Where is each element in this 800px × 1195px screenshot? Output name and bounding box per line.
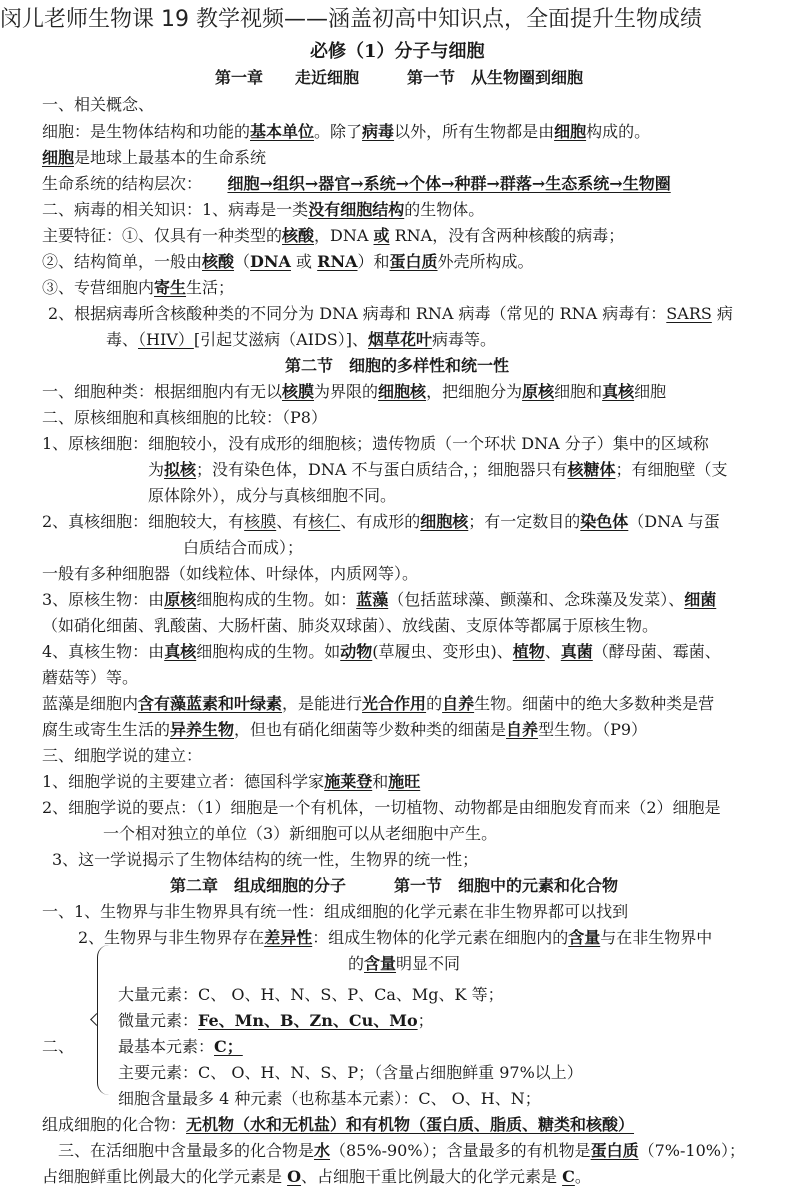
cell-theory-heading: 三、细胞学说的建立： [42, 746, 203, 765]
page-title: 闵儿老师生物课 19 教学视频——涵盖初高中知识点，全面提升生物成绩 [0, 7, 702, 32]
eukaryotes-line1: 4、真核生物：由真核细胞构成的生物。如动物(草履虫、变形虫)、植物、真菌（酵母菌、霉菌、 [42, 642, 721, 661]
living-cell-compounds: 三、在活细胞中含量最多的化合物是水（85%-90%）；含量最多的有机物是蛋白质（7%-10%）； [58, 1141, 745, 1160]
prokaryotic-cell-line2: 为拟核；没有染色体，DNA 不与蛋白质结合，；细胞器只有核糖体；有细胞壁（支 [148, 460, 728, 479]
concepts-heading: 一、相关概念、 [42, 95, 155, 114]
prokaryotes-line2: （如硝化细菌、乳酸菌、大肠杆菌、肺炎双球菌）、放线菌、支原体等都属于原核生物。 [42, 616, 659, 635]
micro-elements: 微量元素：Fe、Mn、B、Zn、Cu、Mo； [118, 1011, 434, 1030]
virus-feature-1: 主要特征：①、仅具有一种类型的核酸，DNA 或 RNA，没有含两种核酸的病毒； [42, 226, 625, 245]
cell-definition: 细胞：是生物体结构和功能的基本单位。除了病毒以外，所有生物都是由细胞构成的。 [42, 122, 651, 141]
eukaryotic-cell-line1: 2、真核细胞：细胞较大，有核膜、有核仁、有成形的细胞核；有一定数目的染色体（DNA 与蛋 [42, 512, 720, 531]
macro-elements: 大量元素：C、 O、H、N、S、P、Ca、Mg、K 等； [118, 985, 504, 1004]
elements-group-label: 二、 [42, 1037, 75, 1056]
basic-life-system: 细胞是地球上最基本的生命系统 [42, 148, 267, 167]
virus-types: 2、根据病毒所含核酸种类的不同分为 DNA 病毒和 RNA 病毒（常见的 RNA 病毒有：SARS 病 [48, 304, 733, 323]
main-elements: 主要元素：C、 O、H、N、S、P；（含量占细胞鲜重 97%以上） [118, 1063, 583, 1082]
cell-theory-unity: 3、这一学说揭示了生物体结构的统一性，生物界的统一性； [52, 850, 479, 869]
prokaryotic-cell-line3: 原体除外），成分与真核细胞不同。 [148, 486, 397, 505]
element-weight-proportions: 占细胞鲜重比例最大的化学元素是 O、占细胞干重比例最大的化学元素是 C。 [42, 1167, 591, 1186]
chapter1-heading: 第一章 走近细胞 第一节 从生物圈到细胞 [215, 68, 584, 87]
difference-line2: 的含量明显不同 [348, 954, 461, 973]
eukaryotes-line2: 蘑菇等）等。 [42, 668, 139, 687]
life-system-levels: 生命系统的结构层次： 细胞→组织→器官→系统→个体→种群→群落→生态系统→生物圈 [42, 174, 671, 193]
chapter2-heading: 第二章 组成细胞的分子 第一节 细胞中的元素和化合物 [170, 876, 619, 895]
cell-compounds: 组成细胞的化合物：无机物（水和无机盐）和有机物（蛋白质、脂质、糖类和核酸） [42, 1115, 635, 1134]
eukaryotic-cell-line2: 白质结合而成）； [183, 538, 304, 557]
section2-heading: 第二节 细胞的多样性和统一性 [285, 356, 510, 375]
cell-theory-points-line1: 2、细胞学说的要点：（1）细胞是一个有机体，一切植物、动物都是由细胞发育而来（2）细胞是 [42, 798, 721, 817]
virus-types-cont: 毒、（HIV）[引起艾滋病（AIDS）]、烟草花叶病毒等。 [106, 330, 497, 349]
cell-theory-founders: 1、细胞学说的主要建立者：德国科学家施莱登和施旺 [42, 772, 421, 791]
cell-theory-points-line2: 一个相对独立的单位（3）新细胞可以从老细胞中产生。 [103, 824, 498, 843]
organelles-line: 一般有多种细胞器（如线粒体、叶绿体，内质网等）。 [42, 564, 419, 583]
cell-comparison: 二、原核细胞和真核细胞的比较：（P8） [42, 408, 327, 427]
book-title: 必修（1）分子与细胞 [310, 41, 485, 62]
cell-types: 一、细胞种类：根据细胞内有无以核膜为界限的细胞核，把细胞分为原核细胞和真核细胞 [42, 382, 667, 401]
prokaryotes-line1: 3、原核生物：由原核细胞构成的生物。如：蓝藻（包括蓝球藻、颤藻和、念珠藻及发菜）、细菌 [42, 590, 717, 609]
unity-line: 一、1、生物界与非生物界具有统一性：组成细胞的化学元素在非生物界都可以找到 [42, 902, 629, 921]
cyanobacteria-line2: 腐生或寄生生活的异养生物，但也有硝化细菌等少数种类的细菌是自养型生物。（P9） [42, 720, 648, 739]
virus-feature-2: ②、结构简单，一般由核酸（DNA 或 RNA）和蛋白质外壳所构成。 [42, 252, 534, 271]
virus-knowledge: 二、病毒的相关知识：1、病毒是一类没有细胞结构的生物体。 [42, 200, 485, 219]
prokaryotic-cell-line1: 1、原核细胞：细胞较小，没有成形的细胞核；遗传物质（一个环状 DNA 分子）集中的区域称 [42, 434, 709, 453]
basic-element: 最基本元素：C； [118, 1037, 243, 1056]
cyanobacteria-line1: 蓝藻是细胞内含有藻蓝素和叶绿素，是能进行光合作用的自养生物。细菌中的绝大多数种类是营 [42, 694, 715, 713]
difference-line1: 2、生物界与非生物界存在差异性：组成生物体的化学元素在细胞内的含量与在非生物界中 [78, 928, 713, 947]
top4-elements: 细胞含量最多 4 种元素（也称基本元素）：C、 O、H、N； [118, 1089, 541, 1108]
virus-feature-3: ③、专营细胞内寄生生活； [42, 278, 235, 297]
